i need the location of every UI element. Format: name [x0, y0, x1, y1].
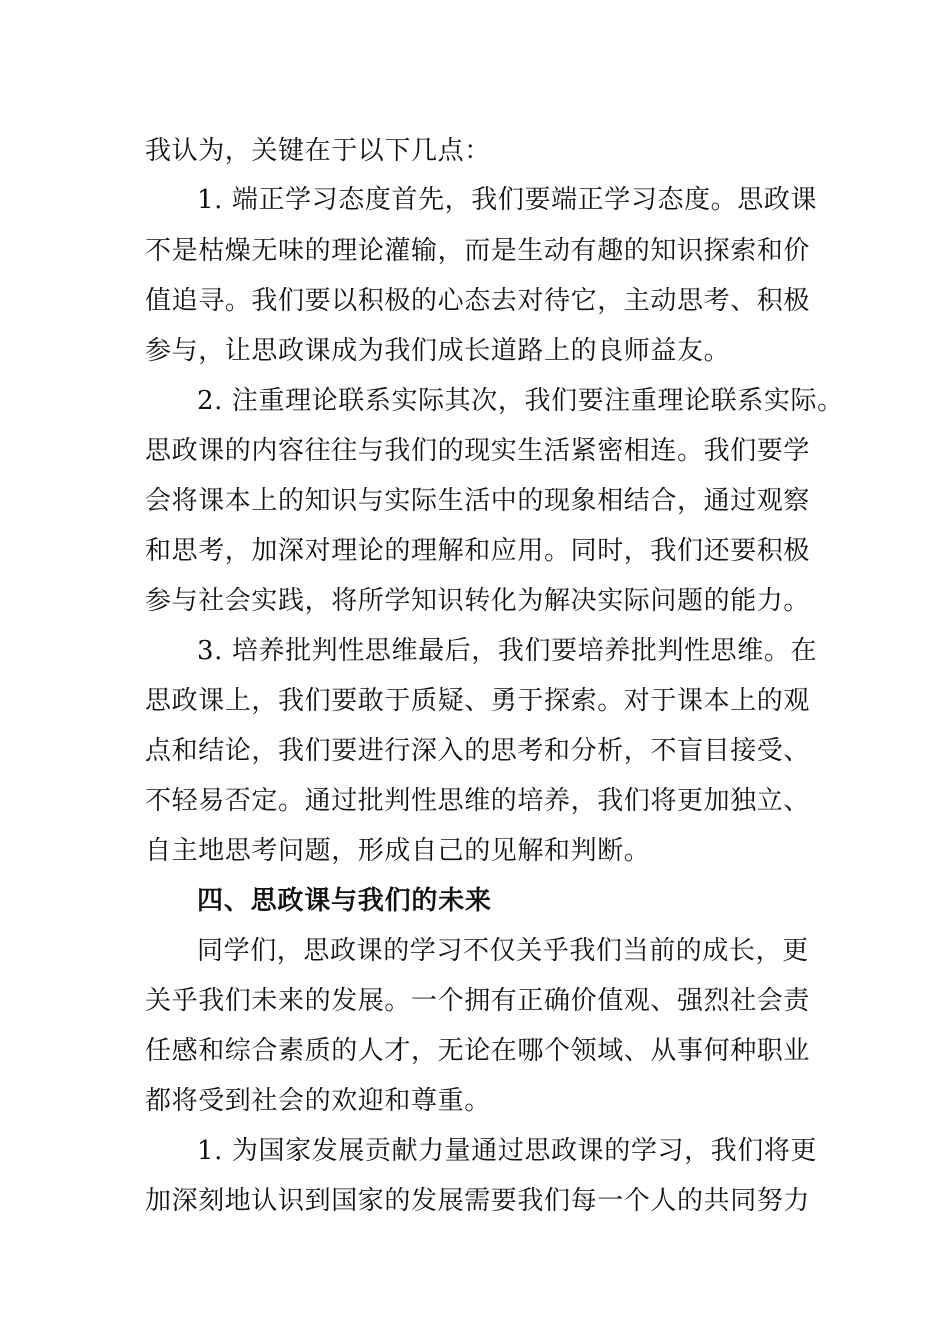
paragraph-line: 参与，让思政课成为我们成长道路上的良师益友。	[145, 336, 731, 366]
list-item-1-line: 1. 端正学习态度首先，我们要端正学习态度。思政课	[197, 185, 818, 215]
paragraph-line: 加深刻地认识到国家的发展需要我们每一个人的共同努力	[145, 1186, 811, 1216]
paragraph-line: 会将课本上的知识与实际生活中的现象相结合，通过观察	[145, 486, 811, 516]
list-item-3-line: 3. 培养批判性思维最后，我们要培养批判性思维。在	[197, 636, 818, 666]
list-item-2-line: 2. 注重理论联系实际其次，我们要注重理论联系实际。	[197, 386, 844, 416]
paragraph-line: 都将受到社会的欢迎和尊重。	[145, 1086, 491, 1116]
paragraph-line: 思政课的内容往往与我们的现实生活紧密相连。我们要学	[145, 436, 811, 466]
paragraph-line: 不是枯燥无味的理论灌输，而是生动有趣的知识探索和价	[145, 236, 811, 266]
paragraph-first-line: 同学们，思政课的学习不仅关乎我们当前的成长，更	[197, 936, 809, 966]
list-item-1-line: 1. 为国家发展贡献力量通过思政课的学习，我们将更	[197, 1136, 818, 1166]
paragraph-line: 任感和综合素质的人才，无论在哪个领域、从事何种职业	[145, 1036, 811, 1066]
paragraph-line: 值追寻。我们要以积极的心态去对待它，主动思考、积极	[145, 286, 811, 316]
paragraph-line: 不轻易否定。通过批判性思维的培养，我们将更加独立、	[145, 786, 811, 816]
paragraph-line: 点和结论，我们要进行深入的思考和分析，不盲目接受、	[145, 736, 811, 766]
paragraph-line: 关乎我们未来的发展。一个拥有正确价值观、强烈社会责	[145, 986, 811, 1016]
paragraph-line: 自主地思考问题，形成自己的见解和判断。	[145, 836, 651, 866]
paragraph-line: 我认为，关键在于以下几点：	[145, 136, 491, 166]
paragraph-line: 和思考，加深对理论的理解和应用。同时，我们还要积极	[145, 536, 811, 566]
paragraph-line: 思政课上，我们要敢于质疑、勇于探索。对于课本上的观	[145, 686, 811, 716]
paragraph-line: 参与社会实践，将所学知识转化为解决实际问题的能力。	[145, 586, 811, 616]
section-heading: 四、思政课与我们的未来	[197, 886, 492, 916]
